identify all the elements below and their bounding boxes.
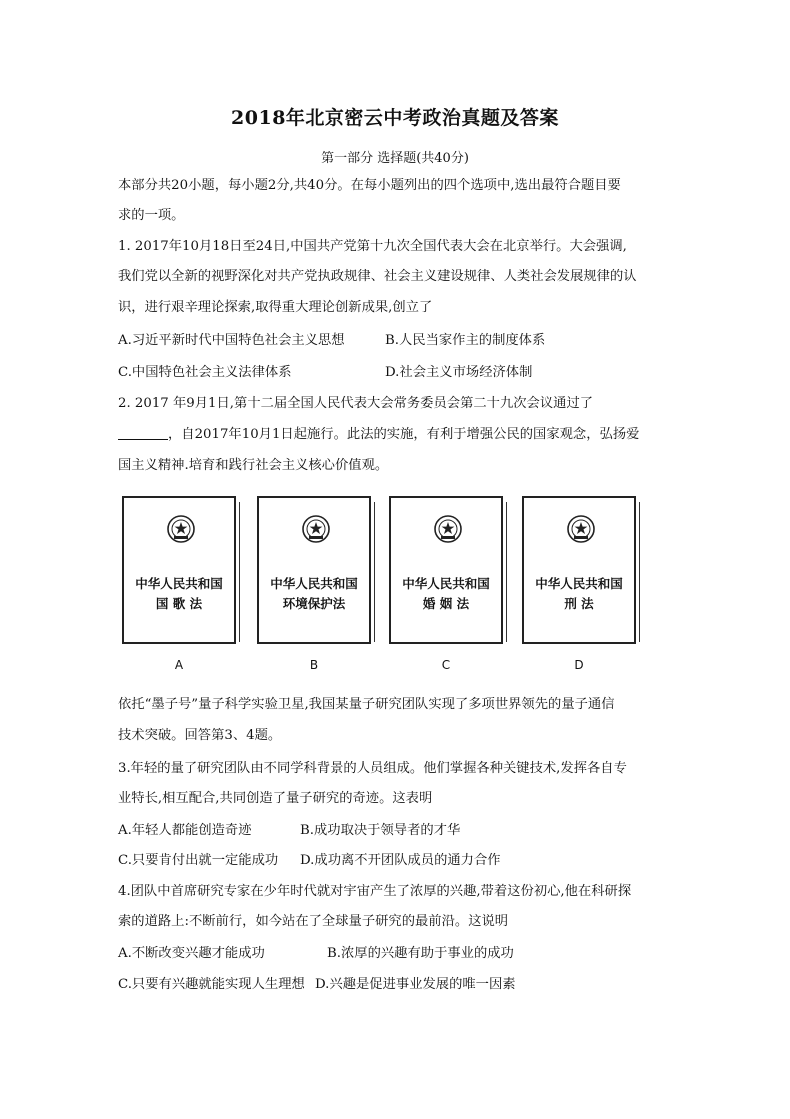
question-2-text-rest: ，自2017年10月1日起施行。此法的实施，有利于增强公民的国家观念，弘扬爱 bbox=[168, 427, 640, 442]
question-2-text: 国主义精神.培育和践行社会主义核心价值观。 bbox=[118, 458, 389, 473]
book-title: 中华人民共和国 bbox=[535, 576, 623, 591]
national-emblem-icon bbox=[433, 514, 463, 544]
law-book-d bbox=[522, 496, 636, 644]
question-1-option-a: A.习近平新时代中国特色社会主义思想 bbox=[118, 333, 345, 348]
page-title: 2018年北京密云中考政治真题及答案 bbox=[231, 107, 559, 129]
question-1-option-b: B.人民当家作主的制度体系 bbox=[385, 333, 546, 348]
law-book-a bbox=[122, 496, 236, 644]
national-emblem-icon bbox=[166, 514, 196, 544]
book-law-name: 国 歌 法 bbox=[155, 596, 203, 611]
question-3-option-b: B.成功取决于领导者的才华 bbox=[300, 823, 461, 838]
book-title: 中华人民共和国 bbox=[402, 576, 490, 591]
question-3-text: 3.年轻的量了研究团队由不同学科背景的人员组成。他们掌握各种关键技术,发挥各自专 bbox=[118, 761, 627, 776]
question-4-option-b: B.浓厚的兴趣有助于事业的成功 bbox=[327, 946, 514, 961]
context-text: 依托“墨子号”量子科学实验卫星,我国某量子研究团队实现了多项世界领先的量子通信 bbox=[118, 697, 615, 712]
book-label-c: C bbox=[441, 658, 451, 672]
book-label-b: B bbox=[309, 658, 319, 672]
intro-line: 求的一项。 bbox=[118, 208, 185, 223]
question-1-text: 我们党以全新的视野深化对共产党执政规律、社会主义建设规律、人类社会发展规律的认 bbox=[118, 269, 637, 284]
question-3-text: 业特长,相互配合,共同创造了量子研究的奇迹。这表明 bbox=[118, 791, 433, 806]
question-3-option-a: A.年轻人都能创造奇迹 bbox=[118, 823, 252, 838]
question-4-text: 4.团队中首席研究专家在少年时代就对宇宙产生了浓厚的兴趣,带着这份初心,他在科研探 bbox=[118, 884, 632, 899]
question-3-option-c: C.只要肯付出就一定能成功 bbox=[118, 853, 279, 868]
intro-line: 本部分共20小题，每小题2分,共40分。在每小题列出的四个选项中,选出最符合题目要 bbox=[118, 178, 621, 193]
answer-blank bbox=[118, 425, 168, 440]
question-4-option-a: A.不断改变兴趣才能成功 bbox=[118, 946, 265, 961]
section-subtitle: 第一部分 选择题(共40分) bbox=[321, 151, 469, 166]
question-2-text: 2. 2017 年9月1日,第十二届全国人民代表大会常务委员会第二十九次会议通过了 bbox=[118, 396, 594, 411]
question-4-option-c: C.只要有兴趣就能实现人生理想 bbox=[118, 977, 305, 992]
law-book-figure bbox=[118, 490, 678, 680]
book-law-name: 刑 法 bbox=[564, 596, 594, 611]
book-law-name: 环境保护法 bbox=[282, 596, 346, 611]
question-1-option-c: C.中国特色社会主义法律体系 bbox=[118, 365, 292, 380]
question-4-text: 索的道路上:不断前行，如今站在了全球量子研究的最前沿。这说明 bbox=[118, 914, 509, 929]
question-1-text: 识，进行艰辛理论探索,取得重大理论创新成果,创立了 bbox=[118, 300, 433, 315]
national-emblem-icon bbox=[566, 514, 596, 544]
question-4-option-d: D.兴趣是促进事业发展的唯一因素 bbox=[315, 977, 516, 992]
book-label-a: A bbox=[174, 658, 184, 672]
book-title: 中华人民共和国 bbox=[270, 576, 358, 591]
book-law-name: 婚 姻 法 bbox=[422, 596, 470, 611]
question-2-text bbox=[118, 425, 639, 444]
context-text: 技术突破。回答第3、4题。 bbox=[118, 728, 282, 743]
law-book-c bbox=[389, 496, 503, 644]
question-1-text: 1. 2017年10月18日至24日,中国共产党第十九次全国代表大会在北京举行。大会强调, bbox=[118, 239, 627, 254]
book-label-d: D bbox=[574, 658, 584, 672]
book-title: 中华人民共和国 bbox=[135, 576, 223, 591]
law-book-b bbox=[257, 496, 371, 644]
question-3-option-d: D.成功离不开团队成员的通力合作 bbox=[300, 853, 501, 868]
national-emblem-icon bbox=[301, 514, 331, 544]
question-1-option-d: D.社会主义市场经济体制 bbox=[385, 365, 533, 380]
